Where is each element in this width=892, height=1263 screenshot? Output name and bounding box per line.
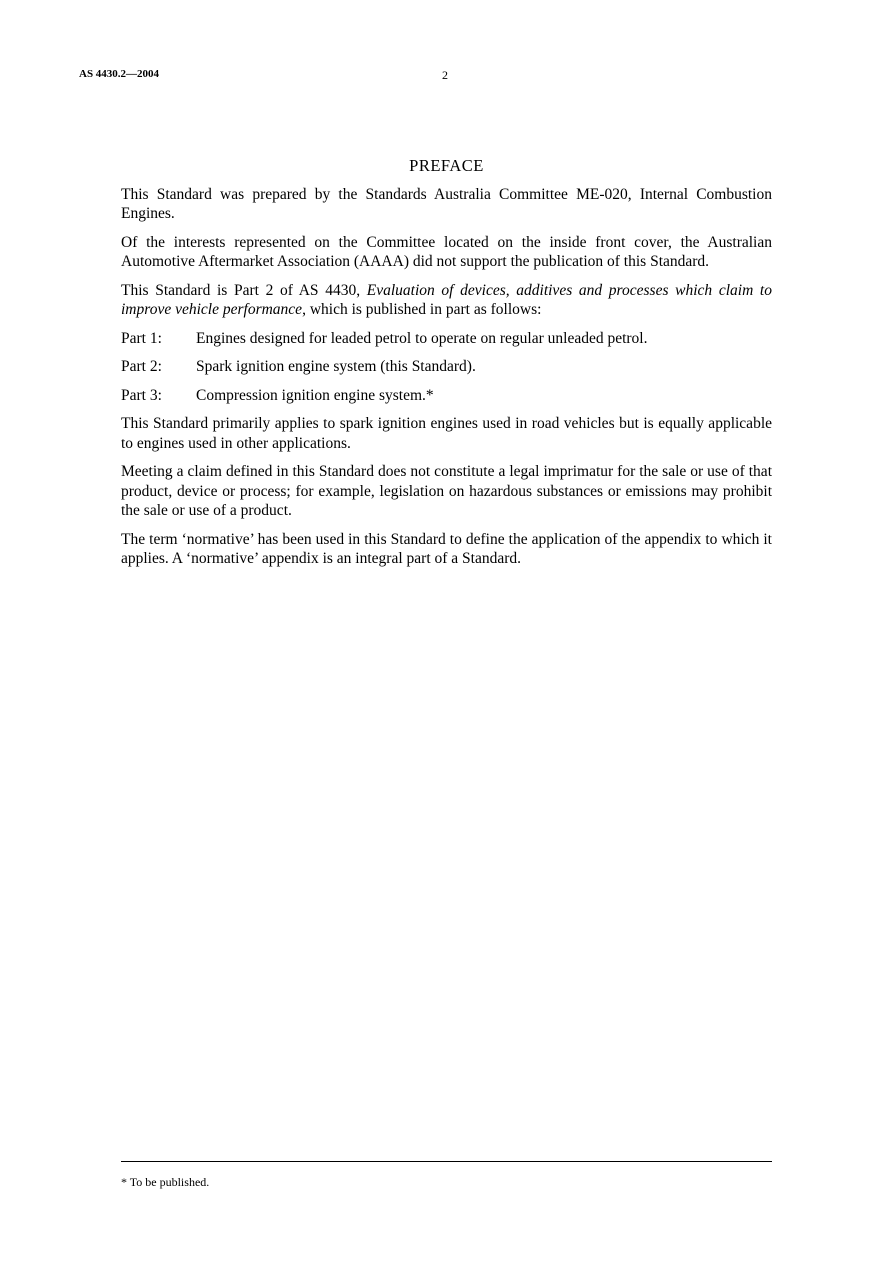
- preface-paragraph-legal: Meeting a claim defined in this Standard does not constitute a legal imprimatur for the sale or use of that product, device or process; for example, legislation on hazardous substances or emissions may prohibit the sale or use of a product.: [121, 463, 772, 519]
- preface-paragraph-normative: The term ‘normative’ has been used in this Standard to define the application of the appendix to which it applies. A ‘normative’ appendix is an integral part of a Standard.: [121, 530, 772, 567]
- footnote-divider: [121, 1161, 772, 1162]
- footnote: * To be published.: [121, 1175, 210, 1189]
- running-head-standard-id: AS 4430.2—2004: [79, 68, 160, 80]
- part-list-item: [121, 357, 772, 377]
- part-list-item: [121, 329, 772, 349]
- standard-series-title: Evaluation of devices, additives and processes which claim to improve vehicle performance: [121, 281, 772, 318]
- preface-paragraph-applicability: This Standard primarily applies to spark ignition engines used in road vehicles but is equally applicable to engines used in other applications.: [121, 415, 772, 452]
- part-list-item: [121, 386, 772, 406]
- part-description: Spark ignition engine system (this Standard).: [196, 358, 476, 375]
- preface-paragraph-committee: This Standard was prepared by the Standards Australia Committee ME-020, Internal Combustion Engines.: [121, 185, 772, 222]
- paragraph-text-lead: This Standard is Part 2 of AS 4430,: [121, 281, 367, 299]
- part-label: Part 2:: [121, 358, 162, 375]
- page-number: 2: [442, 68, 448, 82]
- paragraph-text-tail: , which is published in part as follows:: [302, 301, 542, 318]
- part-description: Compression ignition engine system.*: [196, 386, 434, 404]
- preface-title: PREFACE: [409, 156, 484, 175]
- part-label: Part 3:: [121, 386, 162, 404]
- preface-paragraph-part-of: [121, 281, 772, 320]
- part-description: Engines designed for leaded petrol to operate on regular unleaded petrol.: [196, 329, 648, 347]
- preface-section: [121, 156, 772, 578]
- preface-paragraph-interests: Of the interests represented on the Committee located on the inside front cover, the Australian Automotive Aftermarket Association (AAAA) did not support the publication of this Standard.: [121, 233, 772, 270]
- part-label: Part 1:: [121, 329, 162, 347]
